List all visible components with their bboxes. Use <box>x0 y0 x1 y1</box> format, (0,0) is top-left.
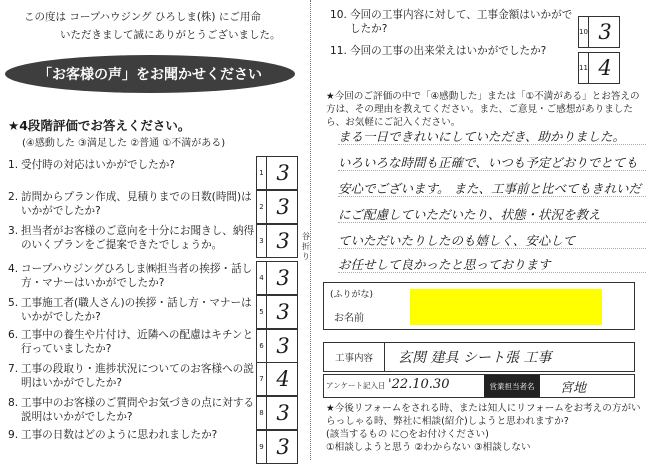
answer-value: 4 <box>276 367 290 391</box>
fold-label: 谷折り <box>302 232 310 261</box>
question-text: 今回の工事内容に対して、工事金額はいかがでしたか? <box>350 9 573 35</box>
work-row <box>323 342 635 372</box>
question-number: 8. <box>8 397 19 409</box>
referral-question-text: ★今後リフォームをされる時、または知人にリフォームをお考えの方がいらっしゃる時、弊社に相談(紹介)しようと思われますか? <box>326 403 641 427</box>
handwritten-line: いろいろな時間も正確で、いつも予定どおりでとても <box>338 156 646 171</box>
question-text: 工事の段取り・進捗状況についてのお客様への説明はいかがでしたか? <box>21 363 254 389</box>
question-text: 訪問からプラン作成、見積りまでの日数(時間)はいかがでしたか? <box>21 191 252 217</box>
answer-box[interactable] <box>256 224 298 258</box>
question-number: 6. <box>8 329 19 341</box>
answer-box[interactable] <box>256 156 298 190</box>
work-label: 工事内容 <box>324 343 385 371</box>
answer-index: 10 <box>579 17 589 47</box>
answer-value: 3 <box>276 334 290 358</box>
question-number: 11. <box>330 45 347 57</box>
answer-box[interactable] <box>256 329 298 363</box>
answer-value: 3 <box>276 229 290 253</box>
answer-index: 5 <box>257 296 267 328</box>
answer-index: 2 <box>257 191 267 223</box>
referral-question <box>326 402 646 454</box>
answer-value: 4 <box>598 56 612 80</box>
greeting-line-1: この度は コープハウジング ひろしま(株) にご用命 <box>24 11 261 23</box>
name-redaction <box>410 289 602 325</box>
answer-index: 9 <box>257 431 267 463</box>
answer-value: 3 <box>276 300 290 324</box>
evaluation-title: ★4段階評価でお答えください。 <box>8 118 191 133</box>
name-row <box>323 282 635 330</box>
referral-question-note: (該当するもの に○をお付けください) <box>326 429 489 440</box>
question-number: 3. <box>8 225 19 237</box>
staff-label: 営業担当者名 <box>484 375 540 397</box>
answer-index: 6 <box>257 330 267 362</box>
answer-value: 3 <box>276 266 290 290</box>
question-number: 10. <box>330 9 347 21</box>
answer-box[interactable] <box>256 190 298 224</box>
answer-box[interactable] <box>256 396 298 430</box>
answer-value: 3 <box>598 20 612 44</box>
handwritten-line: にご配慮していただいたり、状態・状況を教え <box>338 208 646 223</box>
question-number: 1. <box>8 159 19 171</box>
handwritten-line: ていただいたりしたのも嬉しく、安心して <box>338 234 646 249</box>
answer-index: 4 <box>257 262 267 294</box>
answer-box[interactable] <box>256 261 298 295</box>
question-text: 今回の工事の出来栄えはいかがでしたか? <box>350 45 547 57</box>
question-text: コープハウジングひろしま㈱担当者の挨拶・話し方・マナーはいかがでしたか? <box>21 263 253 289</box>
question-text: 工事中の養生や片付け、近隣への配慮はキチンと行っていましたか? <box>21 329 254 355</box>
answer-index: 1 <box>257 157 267 189</box>
question-text: 工事中のお客様のご質問やお気づきの点に対する説明はいかがでしたか? <box>21 397 255 423</box>
answer-value: 3 <box>276 401 290 425</box>
question-text: 担当者がお客様のご意向を十分にお聞きし、納得のいくプランをご提案できたでしょうか。 <box>21 225 255 251</box>
fold-line <box>310 0 311 460</box>
answer-index: 7 <box>257 363 267 395</box>
answer-index: 11 <box>579 53 589 83</box>
work-value: 玄関 建具 シート張 工事 <box>398 350 552 366</box>
question-number: 4. <box>8 263 19 275</box>
question-text: 工事の日数はどのように思われましたか? <box>21 429 218 441</box>
customer-form <box>323 282 635 399</box>
question-number: 9. <box>8 429 19 441</box>
answer-box[interactable] <box>256 430 298 464</box>
comment-instructions: ★今回のご評価の中で「④感動した」または「①不満がある」とお答えの方は、その理由を教えてください。また、ご意見・ご感想がありましたら、お気軽にご記入ください。 <box>326 91 640 128</box>
date-staff-row <box>323 374 635 398</box>
answer-box[interactable] <box>578 52 620 84</box>
answer-value: 3 <box>276 435 290 459</box>
answer-box[interactable] <box>256 362 298 396</box>
answer-box[interactable] <box>256 295 298 329</box>
handwritten-line: まる一日できれいにしていただき、助かりました。 <box>338 130 646 145</box>
voice-banner: 「お客様の声」をお聞かせください <box>5 55 295 93</box>
question-text: 工事施工者(職人さん)の挨拶・話し方・マナーはいかがでしたか? <box>21 297 252 323</box>
answer-index: 8 <box>257 397 267 429</box>
answer-index: 3 <box>257 225 267 257</box>
referral-options: ①相談しようと思う ②わからない ③相談しない <box>326 442 531 453</box>
furigana-label: (ふりがな) <box>330 290 374 300</box>
greeting-line-2: いただきまして誠にありがとうございました。 <box>60 29 281 41</box>
answer-box[interactable] <box>578 16 620 48</box>
question-text: 受付時の対応はいかがでしたか? <box>21 159 175 171</box>
date-label: アンケート記入日 <box>326 381 386 390</box>
answer-value: 3 <box>276 161 290 185</box>
name-label: お名前 <box>334 313 364 324</box>
handwritten-line: お任せして良かったと思っております <box>338 258 646 273</box>
handwritten-line: 安心でございます。 また、工事前と比べてもきれいだ <box>338 182 646 197</box>
staff-value: 宮地 <box>560 381 587 396</box>
evaluation-scale: (④感動した ③満足した ②普通 ①不満がある) <box>22 138 226 149</box>
question-number: 7. <box>8 363 19 375</box>
question-number: 2. <box>8 191 19 203</box>
question-number: 5. <box>8 297 19 309</box>
date-value: '22.10.30 <box>388 377 450 392</box>
answer-value: 3 <box>276 195 290 219</box>
